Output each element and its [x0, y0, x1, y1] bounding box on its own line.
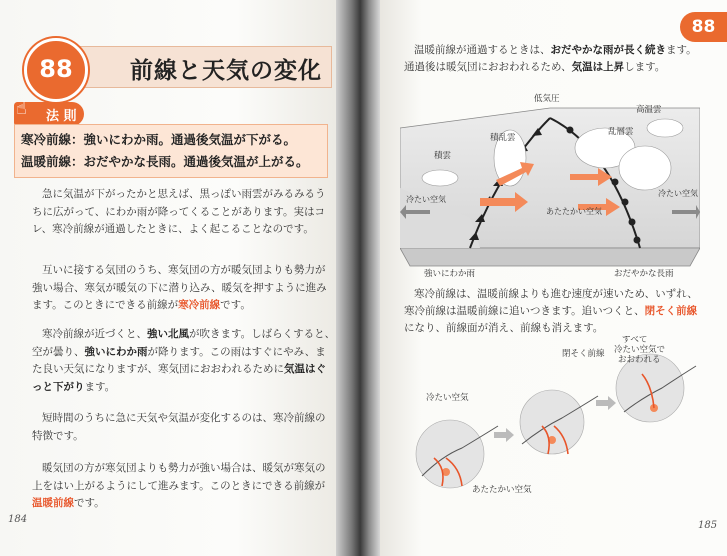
section-header	[24, 38, 330, 94]
front-cross-section-diagram	[400, 88, 700, 278]
text-line	[32, 326, 335, 344]
paragraph-4	[32, 410, 326, 445]
section-number-badge: 88	[24, 38, 88, 102]
text-line: 急に気温が下がったかと思えば、黒っぽい雨雲がみるみるう	[42, 188, 326, 200]
text-line: レ、寒冷前線が通過したときに、よく起こることなのです。	[32, 223, 314, 235]
text-line: 互いに接する気団のうち、寒気団の方が暖気団よりも勢力が	[42, 264, 326, 276]
text-span: です。	[74, 497, 105, 509]
text-span: が降ります。この雨はすぐにやみ、ま	[147, 345, 326, 358]
rule-warm-front: 温暖前線：おだやかな長雨。通過後気温が上がる。	[21, 154, 309, 169]
paragraph-3	[32, 326, 335, 396]
text-line: 暖気団の方が寒気団よりも勢力が強い場合は、暖気が寒気の	[42, 462, 326, 474]
label-cold-air-right: 冷たい空気	[658, 189, 698, 198]
pointing-hand-icon: ☝	[16, 98, 27, 119]
bold-temp-drop: 気温はぐ	[284, 363, 326, 375]
label-cold-air-left: 冷たい空気	[406, 195, 446, 204]
text-line: になり、前線面が消え、前線も消えます。	[404, 322, 604, 334]
left-page	[0, 0, 336, 556]
caption-long-rain: おだやかな長雨	[614, 269, 674, 278]
bold-shower: 強いにわか雨	[84, 345, 148, 358]
label-map-cold-air: 冷たい空気	[426, 393, 469, 403]
text-span: 空が曇り、	[32, 345, 85, 358]
text-line	[32, 495, 326, 513]
label-cumulus: 積雲	[434, 151, 452, 161]
rule-label: 法 則	[46, 109, 77, 124]
page-number-left: 184	[8, 514, 28, 525]
text-line: 寒冷前線は、温暖前線よりも進む速度が速いため、いずれ、	[414, 288, 698, 300]
bold-long-rain: おだやかな雨が長く続き	[550, 44, 666, 56]
label-map-warm-air: あたたかい空気	[472, 485, 532, 495]
text-span: です。	[220, 299, 251, 311]
label-all-cold-3: おおわれる	[618, 355, 661, 365]
book-gutter	[336, 0, 380, 556]
text-line: 短時間のうちに急に天気や気温が変化するのは、寒冷前線の	[42, 412, 326, 424]
text-line	[32, 344, 335, 362]
paragraph-2	[32, 262, 327, 315]
occlusion-map-sequence	[402, 336, 702, 506]
text-line	[404, 59, 697, 76]
label-cumulonimbus: 積乱雲	[490, 133, 516, 143]
highlight-occluded-front: 閉そく前線	[644, 305, 698, 317]
text-line: 強い場合、寒気が暖気の下に潜り込み、暖気を押すように進み	[32, 281, 327, 294]
label-map-occluded: 閉そく前線	[562, 349, 605, 359]
text-line: 上をはい上がるようにして進みます。このときにできる前線が	[32, 479, 326, 492]
bold-temp-rise: 気温は上昇	[571, 61, 625, 73]
text-span: が吹きます。しばらくすると、	[189, 328, 336, 340]
label-low-pressure: 低気圧	[534, 94, 560, 104]
occlusion-text	[404, 286, 698, 337]
text-span: ます。	[666, 44, 697, 56]
text-span: ます。	[84, 380, 116, 393]
label-all-cold-2: 冷たい空気で	[614, 345, 666, 355]
text-line	[32, 379, 335, 397]
paragraph-1	[32, 186, 326, 239]
text-line: ちに広がって、にわか雨が降ってくることがあります。実はコ	[32, 205, 325, 218]
text-line: 特徴です。	[32, 429, 84, 442]
label-all-cold-1: すべて	[622, 336, 648, 345]
intro-text	[404, 42, 697, 76]
highlight-warm-front: 温暖前線	[32, 497, 74, 509]
label-warm-air: あたたかい空気	[546, 207, 602, 216]
text-line	[32, 297, 327, 315]
label-high-cloud: 高温雲	[636, 105, 662, 115]
label-nimbostratus: 乱層雲	[608, 127, 634, 137]
paragraph-5	[32, 460, 326, 513]
right-page	[380, 0, 727, 556]
text-span: 寒冷前線は温暖前線に追いつきます。追いつくと、	[404, 305, 645, 317]
caption-shower: 強いにわか雨	[424, 269, 476, 278]
ground-surface	[400, 248, 700, 266]
page-title: 前線と天気の変化	[130, 58, 322, 84]
text-span: た良い天気になりますが、寒気団におおわれるために	[32, 363, 284, 375]
text-span: 通過後は暖気団におおわれるため、	[404, 61, 572, 73]
text-span: 寒冷前線が近づくと、	[42, 328, 147, 340]
rule-cold-front: 寒冷前線：強いにわか雨。通過後気温が下がる。	[21, 132, 297, 147]
rule-box	[14, 124, 328, 178]
rule-tag	[14, 98, 84, 126]
bold-north-wind: 強い北風	[147, 328, 189, 340]
bold-temp-drop-cont: っと下がり	[32, 380, 85, 393]
text-span: 温暖前線が通過するときは、	[414, 44, 551, 56]
section-number-tab: 88	[680, 12, 727, 42]
highlight-cold-front: 寒冷前線	[178, 299, 221, 311]
text-span: ます。このときにできる前線が	[32, 299, 179, 311]
text-line	[404, 42, 697, 59]
text-span: します。	[624, 61, 666, 73]
text-line	[404, 303, 698, 320]
page-number-right: 185	[698, 520, 718, 531]
text-line	[32, 361, 335, 379]
